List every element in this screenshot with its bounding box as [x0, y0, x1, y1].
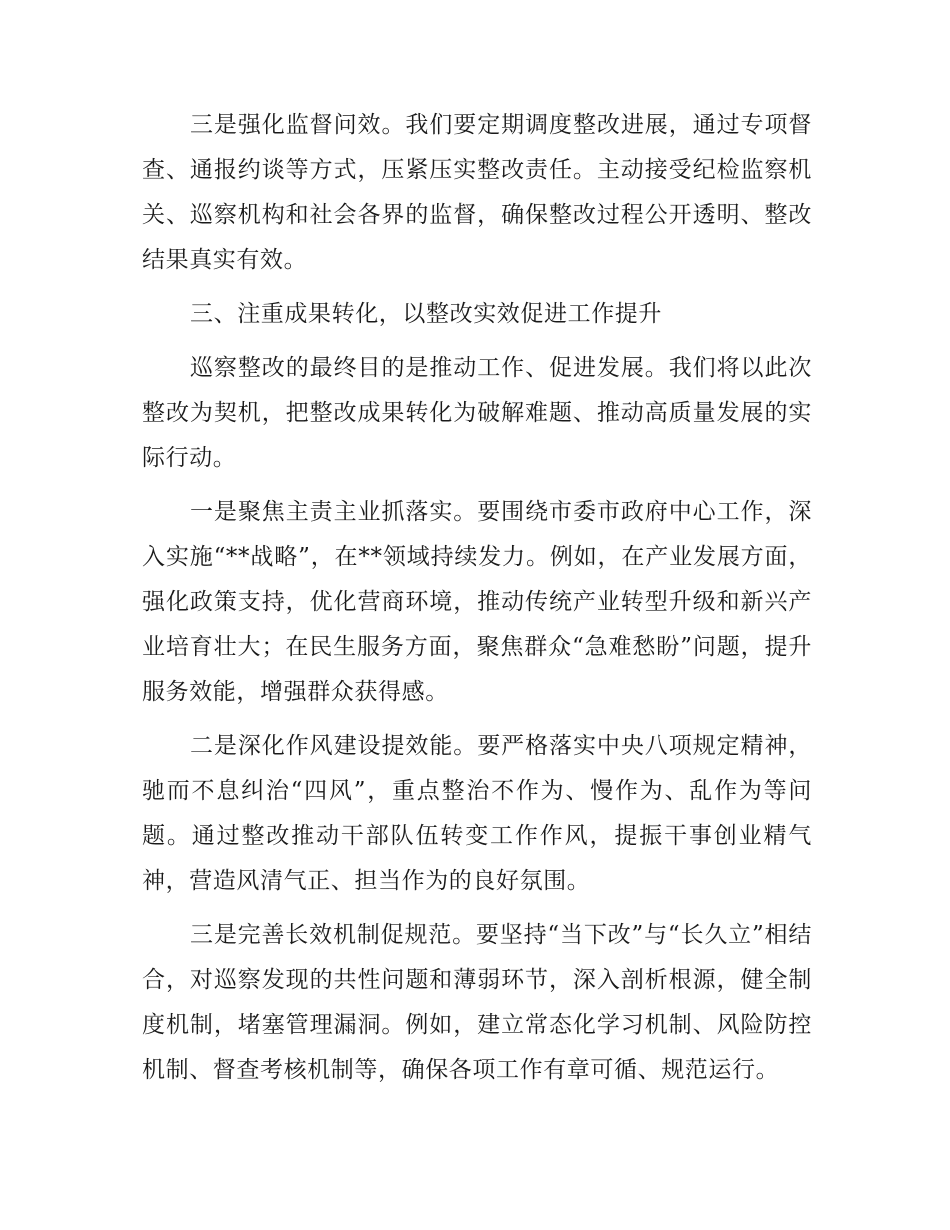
- paragraph-work-style: 二是深化作风建设提效能。要严格落实中央八项规定精神，驰而不息纠治“四风”，重点整治不作为、慢作为、乱作为等问题。通过整改推动干部队伍转变工作作风，提振干事创业精气神，营造风清气正、担当作为的良好氛围。: [142, 733, 812, 894]
- paragraph-long-term-mechanism: 三是完善长效机制促规范。要坚持“当下改”与“长久立”相结合，对巡察发现的共性问题和薄弱环节，深入剖析根源，健全制度机制，堵塞管理漏洞。例如，建立常态化学习机制、风险防控机制、督查考核机制等，确保各项工作有章可循、规范运行。: [142, 922, 812, 1083]
- paragraph-rectification-goal: 巡察整改的最终目的是推动工作、促进发展。我们将以此次整改为契机，把整改成果转化为破解难题、推动高质量发展的实际行动。: [142, 355, 812, 471]
- document-page: [142, 103, 812, 1102]
- section-heading-3: 三、注重成果转化，以整改实效促进工作提升: [190, 301, 662, 327]
- paragraph-supervision: 三是强化监督问效。我们要定期调度整改进展，通过专项督查、通报约谈等方式，压紧压实整改责任。主动接受纪检监察机关、巡察机构和社会各界的监督，确保整改过程公开透明、整改结果真实有效。: [142, 112, 812, 273]
- paragraph-main-responsibility: 一是聚焦主责主业抓落实。要围绕市委市政府中心工作，深入实施“**战略”，在**领域持续发力。例如，在产业发展方面，强化政策支持，优化营商环境，推动传统产业转型升级和新兴产业培育壮大；在民生服务方面，聚焦群众“急难愁盼”问题，提升服务效能，增强群众获得感。: [142, 499, 812, 705]
